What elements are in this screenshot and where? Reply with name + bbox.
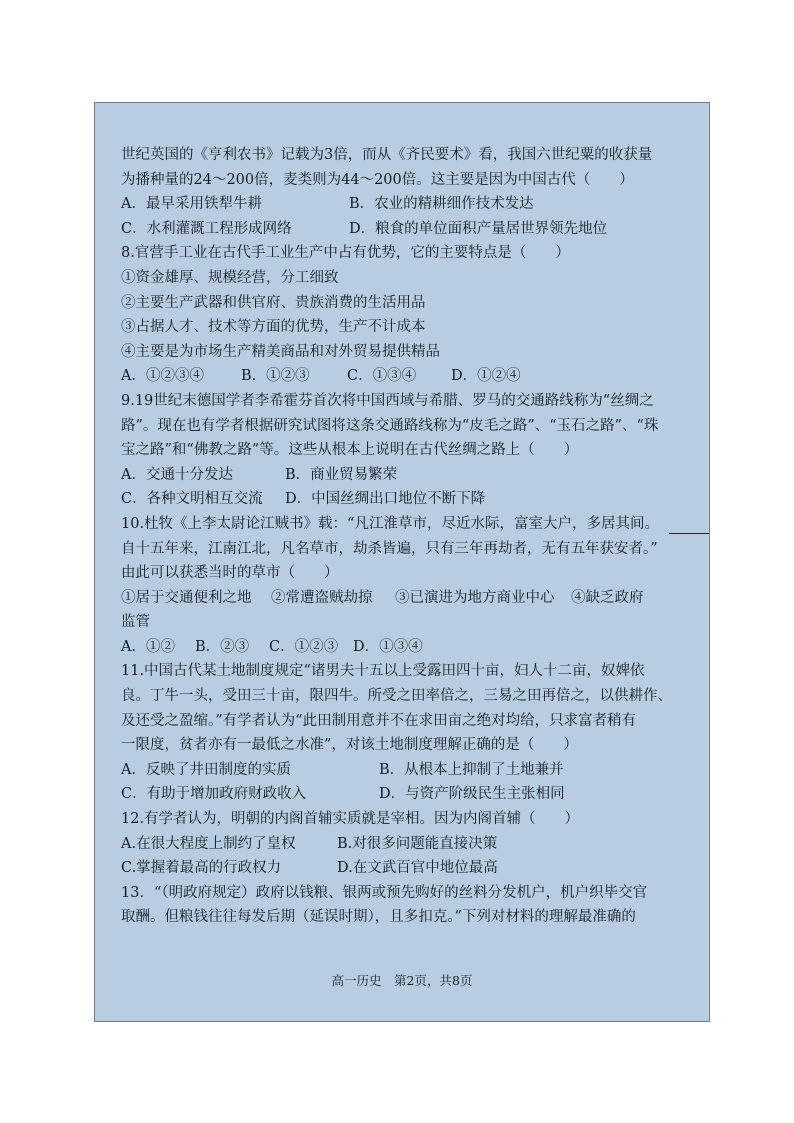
- q11-stem-line: 及还受之盈缩。”有学者认为“此田制用意并不在求田亩之绝对均给，只求富者稍有: [121, 712, 637, 729]
- q10-items-row: [121, 586, 691, 611]
- q11-option-c: C．有助于增加政府财政收入: [121, 786, 307, 803]
- q8-option-b: B．①②③: [241, 368, 310, 385]
- q9-option-c: C．各种文明相互交流: [121, 491, 263, 508]
- q10-option-c: C．①②③: [269, 638, 339, 655]
- q10-item-3: ③已演进为地方商业中心: [395, 589, 555, 606]
- q11-option-b: B．从根本上抑制了土地兼并: [379, 761, 564, 778]
- q9-stem-line: 路”。现在也有学者根据研究试图将这条交通路线称为“皮毛之路”、“玉石之路”、“珠: [121, 417, 659, 434]
- q12-option-a: A.在很大程度上制约了皇权: [121, 835, 296, 852]
- q7-option-b: B．农业的精耕细作技术发达: [349, 196, 534, 213]
- q10-options-row: [121, 635, 691, 660]
- q9-option-b: B．商业贸易繁荣: [285, 466, 398, 483]
- q10-option-a: A．①②: [121, 638, 175, 655]
- q10-item-1: ①居于交通便利之地: [121, 589, 252, 606]
- q7-options-row: [121, 217, 691, 242]
- q11-stem-line: 11.中国古代某土地制度规定“诸男夫十五以上受露田四十亩，妇人十二亩，奴婢依: [121, 663, 645, 680]
- exam-page: [94, 102, 710, 1022]
- q10-option-d: D．①③④: [353, 638, 423, 655]
- q7-option-d: D．粮食的单位面积产量居世界领先地位: [349, 220, 608, 237]
- q7-option-a: A．最早采用铁犁牛耕: [121, 196, 262, 213]
- q9-stem-line: 宝之路”和“佛教之路”等。这些从根本上说明在古代丝绸之路上（ ）: [121, 442, 579, 459]
- q11-options-row: [121, 782, 691, 807]
- q10-item-2: ②常遭盗贼劫掠: [271, 589, 373, 606]
- margin-dash-mark: [669, 533, 710, 534]
- q8-item: ①资金雄厚、规模经营，分工细致: [121, 269, 339, 286]
- q8-item: ②主要生产武器和供官府、贵族消费的生活用品: [121, 294, 426, 311]
- q8-options-row: [121, 364, 691, 389]
- q10-stem-line: 10.杜牧《上李太尉论江贼书》载：“凡江淮草市，尽近水际，富室大户，多居其间。: [121, 515, 659, 532]
- q10-item-4: ④缺乏政府: [571, 589, 644, 606]
- page-footer: 高一历史 第2页，共8页: [331, 973, 473, 988]
- q12-options-row: [121, 856, 691, 881]
- q11-options-row: [121, 758, 691, 783]
- q10-stem-line: 自十五年来，江南江北，凡名草市，劫杀皆遍，只有三年再劫者，无有五年获安者。”: [121, 540, 658, 557]
- q13-stem-line: 13．“（明政府规定）政府以钱粮、银两或预先购好的丝料分发机户，机户织毕交官: [121, 884, 648, 901]
- q8-item: ④主要是为市场生产精美商品和对外贸易提供精品: [121, 343, 440, 360]
- q11-option-a: A．反映了井田制度的实质: [121, 761, 291, 778]
- q8-item: ③占据人才、技术等方面的优势，生产不计成本: [121, 319, 426, 336]
- q10-stem-line: 由此可以获悉当时的草市（ ）: [121, 565, 339, 582]
- page-content: [121, 143, 691, 930]
- q8-option-c: C．①③④: [347, 368, 417, 385]
- q12-option-d: D.在文武百官中地位最高: [337, 860, 498, 877]
- q7-option-c: C．水利灌溉工程形成网络: [121, 220, 292, 237]
- q9-option-a: A．交通十分发达: [121, 466, 233, 483]
- q12-option-c: C.掌握着最高的行政权力: [121, 860, 282, 877]
- q7-stem-line: 世纪英国的《亨利农书》记载为3倍，而从《齐民要术》看，我国六世纪粟的收获量: [121, 147, 653, 163]
- q11-option-d: D．与资产阶级民生主张相同: [379, 786, 565, 803]
- q9-options-row: [121, 463, 691, 488]
- q12-stem: 12.有学者认为，明朝的内阁首辅实质就是宰相。因为内阁首辅（ ）: [121, 811, 580, 828]
- q9-option-d: D．中国丝绸出口地位不断下降: [285, 491, 486, 508]
- q8-stem: 8.官营手工业在古代手工业生产中占有优势，它的主要特点是（ ）: [121, 245, 570, 262]
- q11-stem-line: 良。丁牛一头，受田三十亩，限四牛。所受之田率倍之，三易之田再倍之，以供耕作、: [121, 688, 672, 705]
- q8-option-a: A．①②③④: [121, 368, 204, 385]
- q9-options-row: [121, 487, 691, 512]
- q11-stem-line: 一限度，贫者亦有一最低之水准”，对该土地制度理解正确的是（ ）: [121, 737, 578, 754]
- q7-options-row: [121, 192, 691, 217]
- q12-option-b: B.对很多问题能直接决策: [337, 835, 498, 852]
- q10-option-b: B．②③: [195, 638, 250, 655]
- q8-option-d: D．①②④: [451, 368, 521, 385]
- q9-stem-line: 9.19世纪末德国学者李希霍芬首次将中国西域与希腊、罗马的交通路线称为“丝绸之: [121, 392, 654, 409]
- q12-options-row: [121, 832, 691, 857]
- q13-stem-line: 取酬。但粮钱往往每发后期（延误时期），且多扣克。”下列对材料的理解最准确的: [121, 909, 636, 926]
- q10-item-4-tail: 监管: [121, 614, 150, 631]
- q7-stem-line: 为播种量的24～200倍，麦类则为44～200倍。这主要是因为中国古代（ ）: [121, 171, 634, 188]
